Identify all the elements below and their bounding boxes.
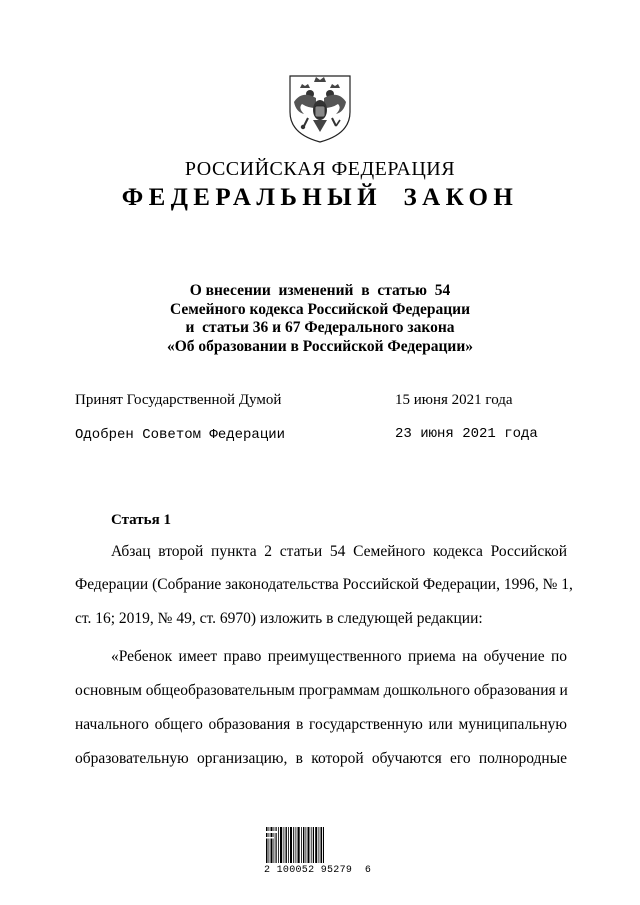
- council-approval-date: 23 июня 2021 года: [395, 426, 538, 442]
- duma-adoption-label: Принят Государственной Думой: [75, 392, 282, 408]
- title-line: О внесении изменений в статью 54: [189, 282, 451, 299]
- title-line: Семейного кодекса Российской Федерации: [169, 300, 471, 318]
- paragraph-line: «Ребенок имеет право преимущественного приема на обучение по: [111, 648, 567, 665]
- paragraph-line: Абзац второй пункта 2 статьи 54 Семейного кодекса Российской: [111, 543, 567, 560]
- barcode-icon: [264, 825, 326, 865]
- paragraph-line: образовательную организацию, в которой обучаются его полнородные: [75, 750, 567, 767]
- title-line: и статьи 36 и 67 Федерального закона: [185, 319, 455, 336]
- barcode-number: 2 100052 95279 6: [264, 865, 372, 876]
- title-line: «Об образовании в Российской Федерации»: [166, 337, 474, 355]
- law-title: [0, 282, 640, 356]
- law-type-heading: ФЕДЕРАЛЬНЫЙ ЗАКОН: [121, 184, 519, 211]
- state-name: РОССИЙСКАЯ ФЕДЕРАЦИЯ: [184, 158, 456, 180]
- paragraph-line: начального общего образования в государственную или муниципальную: [75, 716, 567, 733]
- paragraph-line: ст. 16; 2019, № 49, ст. 6970) изложить в следующей редакции:: [75, 610, 483, 627]
- paragraph-line: Федерации (Собрание законодательства Российской Федерации, 1996, № 1,: [75, 576, 573, 593]
- council-approval-label: Одобрен Советом Федерации: [75, 427, 286, 443]
- russian-coat-of-arms-icon: [286, 68, 354, 144]
- paragraph-line: основным общеобразовательным программам дошкольного образования и: [75, 682, 568, 699]
- article-heading: Статья 1: [111, 512, 171, 528]
- duma-adoption-date: 15 июня 2021 года: [395, 392, 513, 408]
